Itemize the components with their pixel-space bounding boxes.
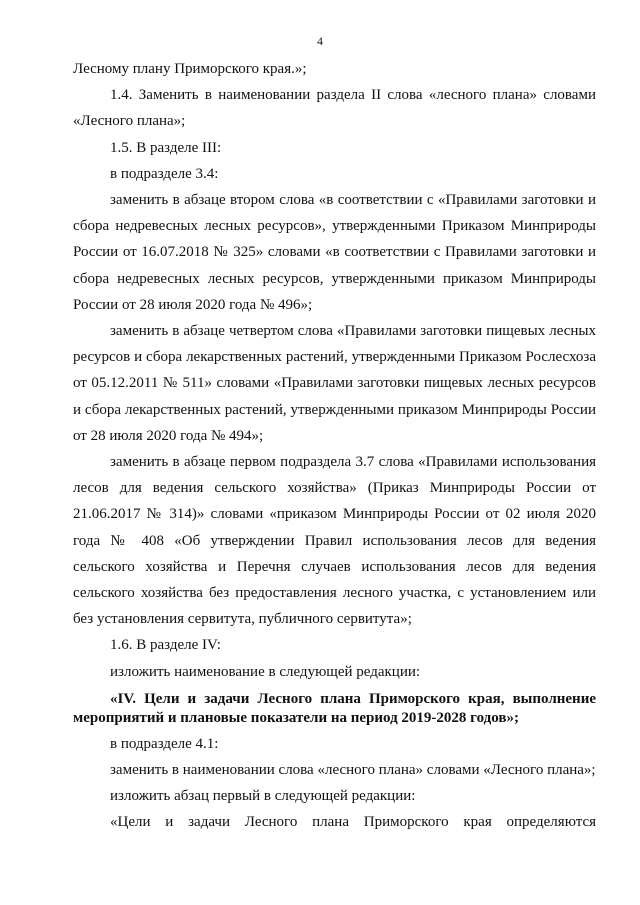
- paragraph-goals-quote: «Цели и задачи Лесного плана Приморского края определяются: [110, 814, 596, 831]
- paragraph-replace-heading: заменить в наименовании слова «лесного плана» словами «Лесного плана»;: [110, 762, 596, 779]
- paragraph-1-6: 1.6. В разделе IV:: [110, 637, 221, 654]
- paragraph-first-abzac-instruction: изложить абзац первый в следующей редакции:: [110, 788, 416, 805]
- paragraph-1-5: 1.5. В разделе III:: [110, 139, 222, 156]
- page-number: 4: [317, 34, 323, 48]
- paragraph-continuation: Лесному плану Приморского края.»;: [73, 61, 307, 77]
- paragraph-replace-3-7: заменить в абзаце первом подраздела 3.7 слова «Правилами использования лесов для ведения сельского хозяйства» (Приказ Минприроды России от 21.06.2017 № 314)» словами «приказом Минприроды России от 02 июля 2020 года № 408 «Об утверждении Правил использования лесов для ведения сельского хозяйства и Перечня случаев использования лесов для ведения сельского хозяйства без предоставления лесного участка, с установлением или без установления сервитута, публичного сервитута»;: [73, 454, 596, 628]
- paragraph-subsection-4-1: в подразделе 4.1:: [110, 735, 219, 752]
- document-body: [73, 56, 596, 836]
- paragraph-replace-second: заменить в абзаце втором слова «в соответствии с «Правилами заготовки и сбора недревесных лесных ресурсов», утвержденными Приказом Минприроды России от 16.07.2018 № 325» словами «в соответствии с Правилами заготовки и сбора недревесных лесных ресурсов, утвержденными приказом Минприроды России от 28 июля 2020 года № 496»;: [73, 192, 596, 313]
- section-iv-title: «IV. Цели и задачи Лесного плана Приморского края, выполнение мероприятий и плановые показатели на период 2019-2028 годов»;: [73, 690, 596, 726]
- paragraph-subsection-3-4: в подразделе 3.4:: [110, 165, 219, 182]
- paragraph-title-instruction: изложить наименование в следующей редакции:: [110, 663, 421, 680]
- paragraph-1-4: 1.4. Заменить в наименовании раздела II слова «лесного плана» словами «Лесного плана»;: [73, 87, 596, 130]
- paragraph-replace-fourth: заменить в абзаце четвертом слова «Правилами заготовки пищевых лесных ресурсов и сбора лекарственных растений, утвержденными Приказом Рослесхоза от 05.12.2011 № 511» словами «Правилами заготовки пищевых лесных ресурсов и сбора лекарственных растений, утвержденными приказом Минприроды России от 28 июля 2020 года № 494»;: [73, 323, 596, 444]
